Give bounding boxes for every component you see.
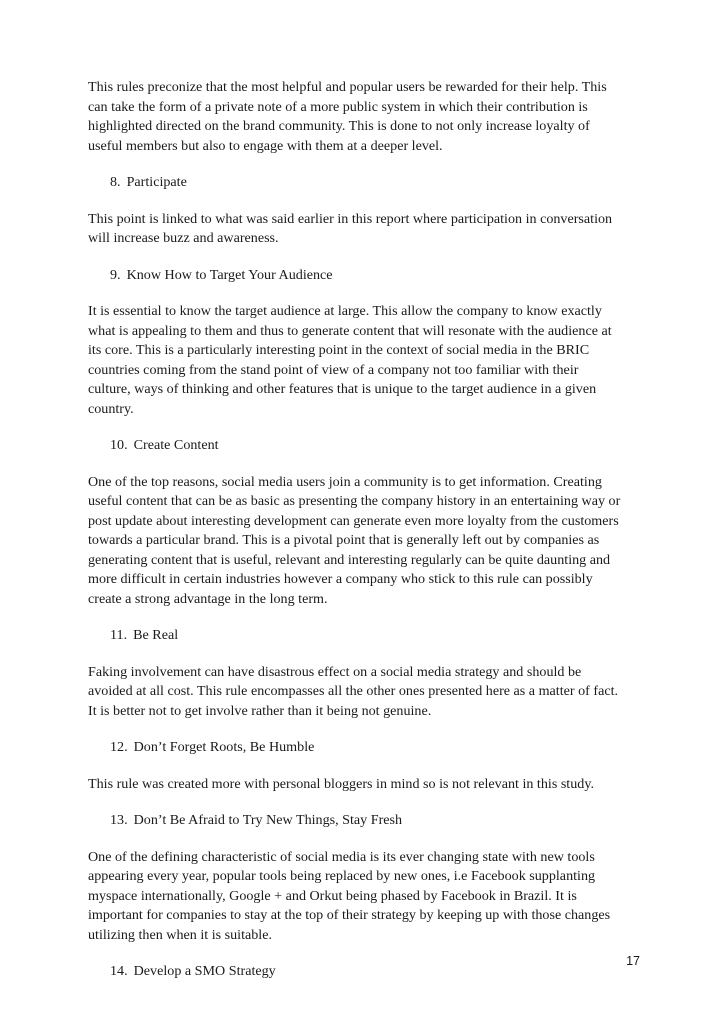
paragraph-line: This rule was created more with personal bloggers in mind so is not relevant in this study. [88,775,594,792]
section-number: 9. [110,266,121,283]
paragraph-line: country. [88,400,134,417]
body-paragraph [88,775,648,795]
paragraph-line: This point is linked to what was said earlier in this report where participation in conversation [88,210,613,227]
paragraph-line: its core. This is a particularly interesting point in the context of social media in the BRIC [88,342,590,358]
section-heading [88,626,648,646]
page-number: 17 [626,954,640,968]
paragraph-line: One of the top reasons, social media users join a community is to get information. Creating [88,473,602,490]
section-number: 10. [110,437,128,453]
paragraph-line: useful content that can be as basic as presenting the company history in an entertaining way or [88,493,621,509]
paragraph-line: This rules preconize that the most helpful and popular users be rewarded for their help. This [88,79,607,95]
paragraph-line: culture, ways of thinking and other features that is unique to the target audience in a given [88,381,597,397]
section-heading [88,738,648,758]
section-heading [88,811,648,831]
section-title: Create Content [133,437,219,453]
body-paragraph [88,78,648,156]
body-paragraph [88,473,648,610]
paragraph-line: It is essential to know the target audience at large. This allow the company to know exactly [88,303,602,319]
section-title: Be Real [133,627,179,643]
section-title: Don’t Be Afraid to Try New Things, Stay Fresh [133,812,403,828]
paragraph-line: important for companies to stay at the top of their strategy by keeping up with those changes [88,907,611,923]
paragraph-line: create a strong advantage in the long term. [88,590,328,607]
paragraph-line: avoided at all cost. This rule encompasses all the other ones presented here as a matter of fact. [88,683,619,699]
section-heading [88,436,648,456]
paragraph-line: Faking involvement can have disastrous effect on a social media strategy and should be [88,663,582,680]
paragraph-line: more difficult in certain industries however a company who stick to this rule can possibly [88,571,593,587]
section-number: 8. [110,174,121,190]
paragraph-line: what is appealing to them and thus to generate content that will resonate with the audience at [88,322,612,339]
section-heading [88,266,648,286]
section-title: Know How to Target Your Audience [126,266,333,283]
paragraph-line: highlighted directed on the brand community. This is done to not only increase loyalty of [88,118,590,134]
section-title: Develop a SMO Strategy [133,963,276,979]
document-body [88,78,648,999]
section-number: 14. [110,963,128,979]
section-number: 11. [110,627,128,643]
body-paragraph [88,210,648,249]
paragraph-line: towards a particular brand. This is a pivotal point that is generally left out by companies as [88,532,600,548]
paragraph-line: generating content that is useful, relevant and interesting regularly can be quite daunting and [88,551,611,568]
section-number: 13. [110,812,128,828]
paragraph-line: will increase buzz and awareness. [88,230,279,246]
paragraph-line: useful members but also to engage with them at a deeper level. [88,137,443,154]
section-title: Don’t Forget Roots, Be Humble [133,739,315,755]
paragraph-line: post update about interesting development can generate even more loyalty from the customers [88,512,619,529]
body-paragraph [88,302,648,419]
paragraph-line: countries coming from the stand point of view of a company not too familiar with their [88,361,579,378]
paragraph-line: appearing every year, popular tools being replaced by new ones, i.e Facebook supplanting [88,868,596,884]
section-heading [88,962,648,982]
paragraph-line: It is better not to get involve rather than it being not genuine. [88,702,432,719]
section-number: 12. [110,739,128,755]
paragraph-line: can take the form of a private note of a more public system in which their contribution is [88,98,588,115]
body-paragraph [88,848,648,946]
paragraph-line: myspace internationally, Google + and Orkut being phased by Facebook in Brazil. It is [88,887,577,904]
section-title: Participate [126,174,187,190]
body-paragraph [88,663,648,722]
paragraph-line: utilizing then when it is suitable. [88,926,272,943]
section-heading [88,173,648,193]
paragraph-line: One of the defining characteristic of social media is its ever changing state with new tools [88,848,595,865]
